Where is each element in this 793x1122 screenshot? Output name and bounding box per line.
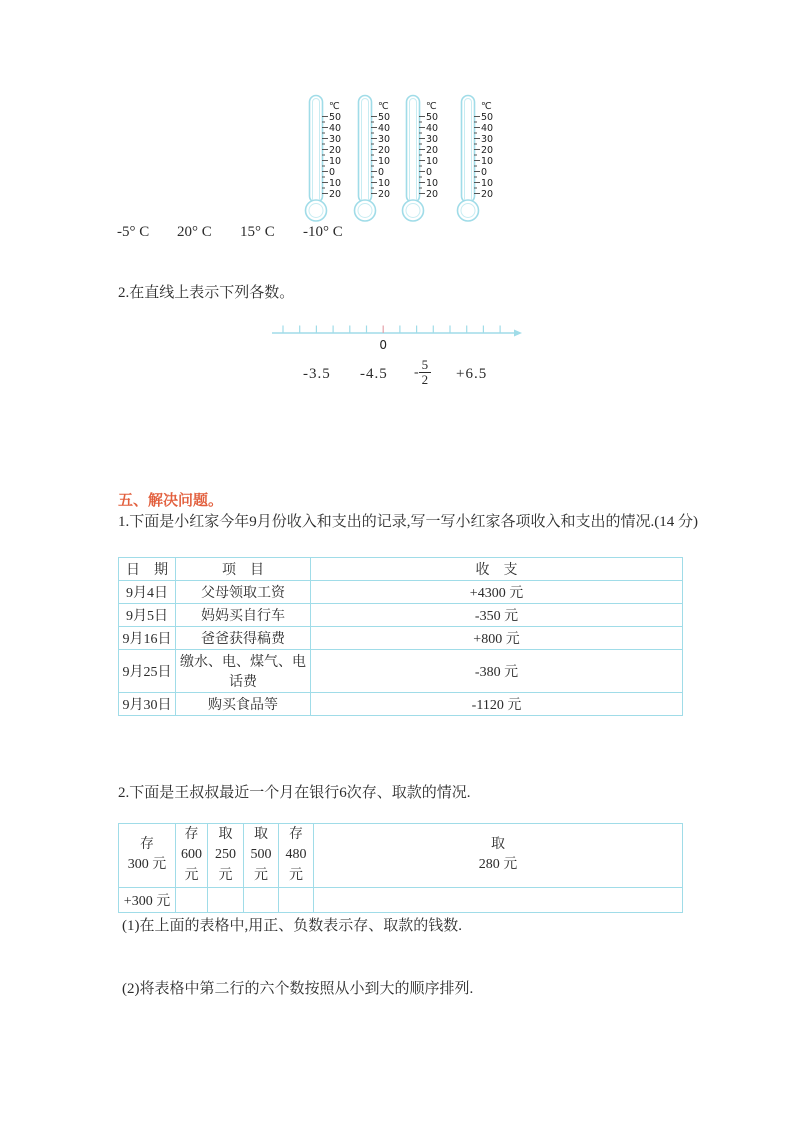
table-header-cell: 日 期 <box>119 558 176 581</box>
table-cell <box>279 887 314 912</box>
number-value-fraction <box>414 358 431 388</box>
svg-text:10: 10 <box>426 178 439 189</box>
svg-text:℃: ℃ <box>378 101 389 112</box>
svg-text:30: 30 <box>378 134 391 145</box>
svg-text:℃: ℃ <box>481 101 492 112</box>
svg-text:10: 10 <box>329 156 342 167</box>
table-cell: -380 元 <box>311 650 683 693</box>
sub-question-2: (2)将表格中第二行的六个数按照从小到大的顺序排列. <box>122 981 474 997</box>
svg-text:50: 50 <box>329 112 342 123</box>
table-row <box>119 581 683 604</box>
svg-text:30: 30 <box>481 134 494 145</box>
table-row <box>119 604 683 627</box>
table-cell: +800 元 <box>311 627 683 650</box>
table-cell: 取 500 元 <box>244 824 279 888</box>
table-cell: 存 600 元 <box>176 824 208 888</box>
svg-text:20: 20 <box>329 189 342 200</box>
table-cell <box>176 887 208 912</box>
temperature-label-2: 20° C <box>177 224 212 240</box>
table-cell: 取 250 元 <box>208 824 244 888</box>
table-cell <box>208 887 244 912</box>
income-expense-table <box>118 557 683 716</box>
table-row <box>119 693 683 716</box>
table-cell: 缴水、电、煤气、电话费 <box>176 650 311 693</box>
temperature-label-4: -10° C <box>303 224 343 240</box>
table-cell: 9月5日 <box>119 604 176 627</box>
thermometer <box>400 93 448 225</box>
svg-text:50: 50 <box>378 112 391 123</box>
svg-text:40: 40 <box>481 123 494 134</box>
svg-text:20: 20 <box>481 145 494 156</box>
table-cell: 9月30日 <box>119 693 176 716</box>
table-header-cell: 收 支 <box>311 558 683 581</box>
table-cell <box>314 887 683 912</box>
temperature-label-1: -5° C <box>117 224 150 240</box>
svg-text:℃: ℃ <box>329 101 340 112</box>
svg-text:10: 10 <box>378 178 391 189</box>
table-cell: +300 元 <box>119 887 176 912</box>
table-cell: -1120 元 <box>311 693 683 716</box>
svg-text:30: 30 <box>426 134 439 145</box>
svg-text:0: 0 <box>329 167 336 178</box>
thermometer <box>455 93 503 225</box>
fraction-denominator: 2 <box>419 372 432 387</box>
table-cell: 购买食品等 <box>176 693 311 716</box>
problem2-text: 2.下面是王叔叔最近一个月在银行6次存、取款的情况. <box>118 785 471 801</box>
svg-text:10: 10 <box>481 178 494 189</box>
table-cell: 存 300 元 <box>119 824 176 888</box>
thermometer <box>303 93 351 225</box>
svg-text:10: 10 <box>426 156 439 167</box>
table-row <box>119 824 683 888</box>
svg-text:10: 10 <box>481 156 494 167</box>
svg-text:10: 10 <box>329 178 342 189</box>
svg-text:40: 40 <box>426 123 439 134</box>
table-row <box>119 887 683 912</box>
svg-text:20: 20 <box>378 145 391 156</box>
svg-text:20: 20 <box>426 145 439 156</box>
table-cell: 9月4日 <box>119 581 176 604</box>
table-cell: 存 480 元 <box>279 824 314 888</box>
bank-deposit-table <box>118 823 683 913</box>
svg-text:40: 40 <box>329 123 342 134</box>
svg-text:℃: ℃ <box>426 101 437 112</box>
number-line <box>268 318 530 356</box>
number-value-1: -3.5 <box>303 366 331 382</box>
table-cell: 9月25日 <box>119 650 176 693</box>
svg-text:20: 20 <box>481 189 494 200</box>
number-value-4: +6.5 <box>456 366 488 382</box>
table-row <box>119 627 683 650</box>
svg-text:0: 0 <box>379 338 388 352</box>
table-cell <box>244 887 279 912</box>
thermometer-figure <box>303 93 513 225</box>
fraction-sign: - <box>414 364 419 380</box>
svg-text:20: 20 <box>378 189 391 200</box>
fraction-numerator: 5 <box>421 357 429 372</box>
table-row <box>119 650 683 693</box>
svg-text:20: 20 <box>329 145 342 156</box>
svg-text:0: 0 <box>378 167 385 178</box>
section-heading: 五、解决问题。 <box>118 493 224 509</box>
table-cell: 父母领取工资 <box>176 581 311 604</box>
svg-text:0: 0 <box>481 167 488 178</box>
thermometer <box>352 93 400 225</box>
sub-question-1: (1)在上面的表格中,用正、负数表示存、取款的钱数. <box>122 918 462 934</box>
svg-text:50: 50 <box>426 112 439 123</box>
table-header-cell: 项 目 <box>176 558 311 581</box>
table-cell: 取 280 元 <box>314 824 683 888</box>
temperature-label-3: 15° C <box>240 224 275 240</box>
table-cell: 妈妈买自行车 <box>176 604 311 627</box>
table-cell: 爸爸获得稿费 <box>176 627 311 650</box>
table-cell: +4300 元 <box>311 581 683 604</box>
svg-text:30: 30 <box>329 134 342 145</box>
svg-text:40: 40 <box>378 123 391 134</box>
svg-text:10: 10 <box>378 156 391 167</box>
table-cell: -350 元 <box>311 604 683 627</box>
problem1-text: 1.下面是小红家今年9月份收入和支出的记录,写一写小红家各项收入和支出的情况.(14 分) <box>118 514 698 530</box>
number-value-2: -4.5 <box>360 366 388 382</box>
table-header-row <box>119 558 683 581</box>
numberline-question-text: 2.在直线上表示下列各数。 <box>118 285 295 301</box>
svg-text:50: 50 <box>481 112 494 123</box>
svg-text:0: 0 <box>426 167 433 178</box>
svg-text:20: 20 <box>426 189 439 200</box>
table-cell: 9月16日 <box>119 627 176 650</box>
